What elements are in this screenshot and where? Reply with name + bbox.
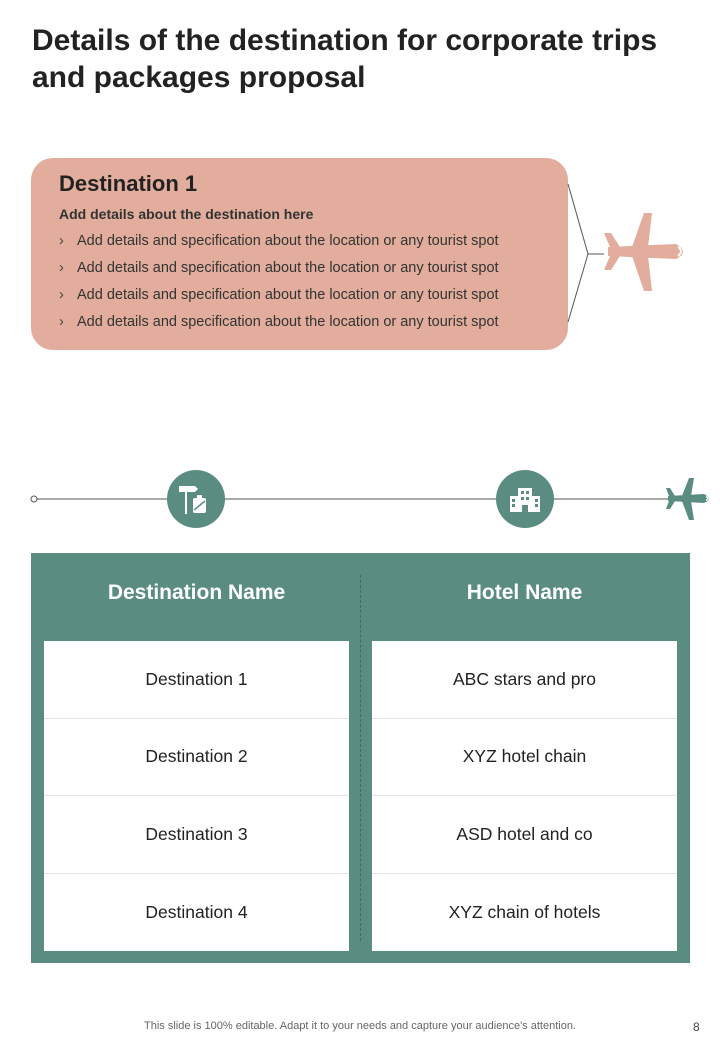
destination-heading: Destination 1: [59, 171, 198, 196]
table-cell-destination: Destination 2: [44, 719, 349, 797]
chevron-right-icon: ›: [59, 314, 64, 330]
timeline-node-travel: [167, 470, 225, 528]
page-number: 8: [693, 1020, 700, 1034]
timeline: [30, 468, 720, 530]
chevron-right-icon: ›: [59, 260, 64, 276]
table-cell-destination: Destination 3: [44, 796, 349, 874]
destination-name-header: Destination Name: [107, 581, 286, 604]
bullet-item: › Add details and specification about the location or any tourist spot: [59, 282, 544, 309]
bullet-item: › Add details and specification about the location or any tourist spot: [59, 309, 544, 336]
column-divider: [360, 575, 361, 941]
table-cell-hotel: ABC stars and pro: [372, 641, 677, 719]
destination-hotel-table: [31, 553, 690, 963]
hotel-column: [372, 641, 677, 951]
bullet-item: › Add details and specification about the location or any tourist spot: [59, 228, 544, 255]
bullet-item: › Add details and specification about the location or any tourist spot: [59, 255, 544, 282]
table-cell-destination: Destination 4: [145, 901, 248, 922]
table-cell-hotel: XYZ chain of hotels: [448, 901, 601, 922]
timeline-node-hotel: [496, 470, 554, 528]
footer-note: This slide is 100% editable. Adapt it to your needs and capture your audience's attention.: [144, 1020, 576, 1032]
destination-subheading: Add details about the destination here: [59, 206, 314, 222]
hotel-name-header: Hotel Name: [466, 581, 583, 604]
table-cell-destination: Destination 1: [44, 641, 349, 719]
chevron-right-icon: ›: [59, 287, 64, 303]
airplane-icon: [602, 211, 692, 293]
page-title: Details of the destination for corporate trips and packages proposal: [32, 24, 658, 94]
hotel-building-icon: [496, 470, 554, 528]
table-cell-hotel: XYZ hotel chain: [372, 719, 677, 797]
destination-column: [44, 641, 349, 951]
destination-bullet-list: [59, 228, 544, 336]
table-cell-hotel: ASD hotel and co: [372, 796, 677, 874]
destination-card: [31, 158, 568, 350]
chevron-right-icon: ›: [59, 233, 64, 249]
airplane-icon: [666, 477, 716, 521]
signpost-luggage-icon: [167, 470, 225, 528]
timeline-line: [30, 468, 720, 530]
